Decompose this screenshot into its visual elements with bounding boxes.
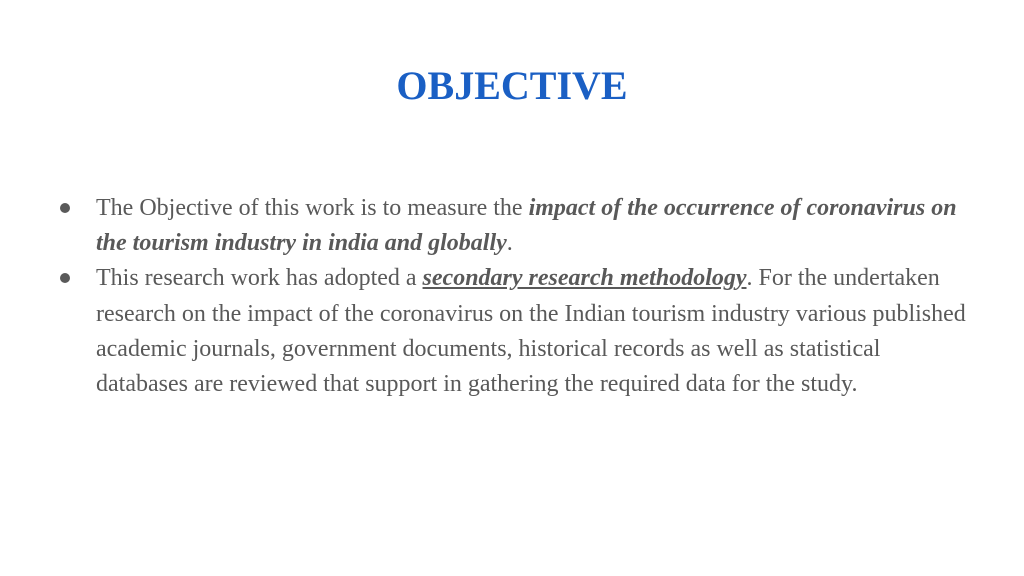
bullet-text-intro: The Objective of this work is to measure the [96,195,529,221]
bullet-text-end: . [506,230,513,257]
bullet-dot-icon [60,203,70,213]
bullet-dot-icon [60,273,70,283]
bullet-emphasis-methodology: secondary research methodology [422,265,747,292]
slide-title: OBJECTIVE [396,63,628,108]
bullet-emphasis-impact: impact of the occurrence of coronavirus on the tourism industry in india and globally [96,195,957,257]
bullet-list [96,191,976,402]
bullet-text-intro: This research work has adopted a [96,265,423,292]
bullet-item-objective [96,191,976,261]
bullet-text-body: . For the undertaken research on the impact of the coronavirus on the Indian tourism industry various published academic journals, government documents, historical records as well as statistical databases are reviewed that support in gathering the required data for the study. [96,265,966,398]
bullet-item-methodology [96,261,976,402]
